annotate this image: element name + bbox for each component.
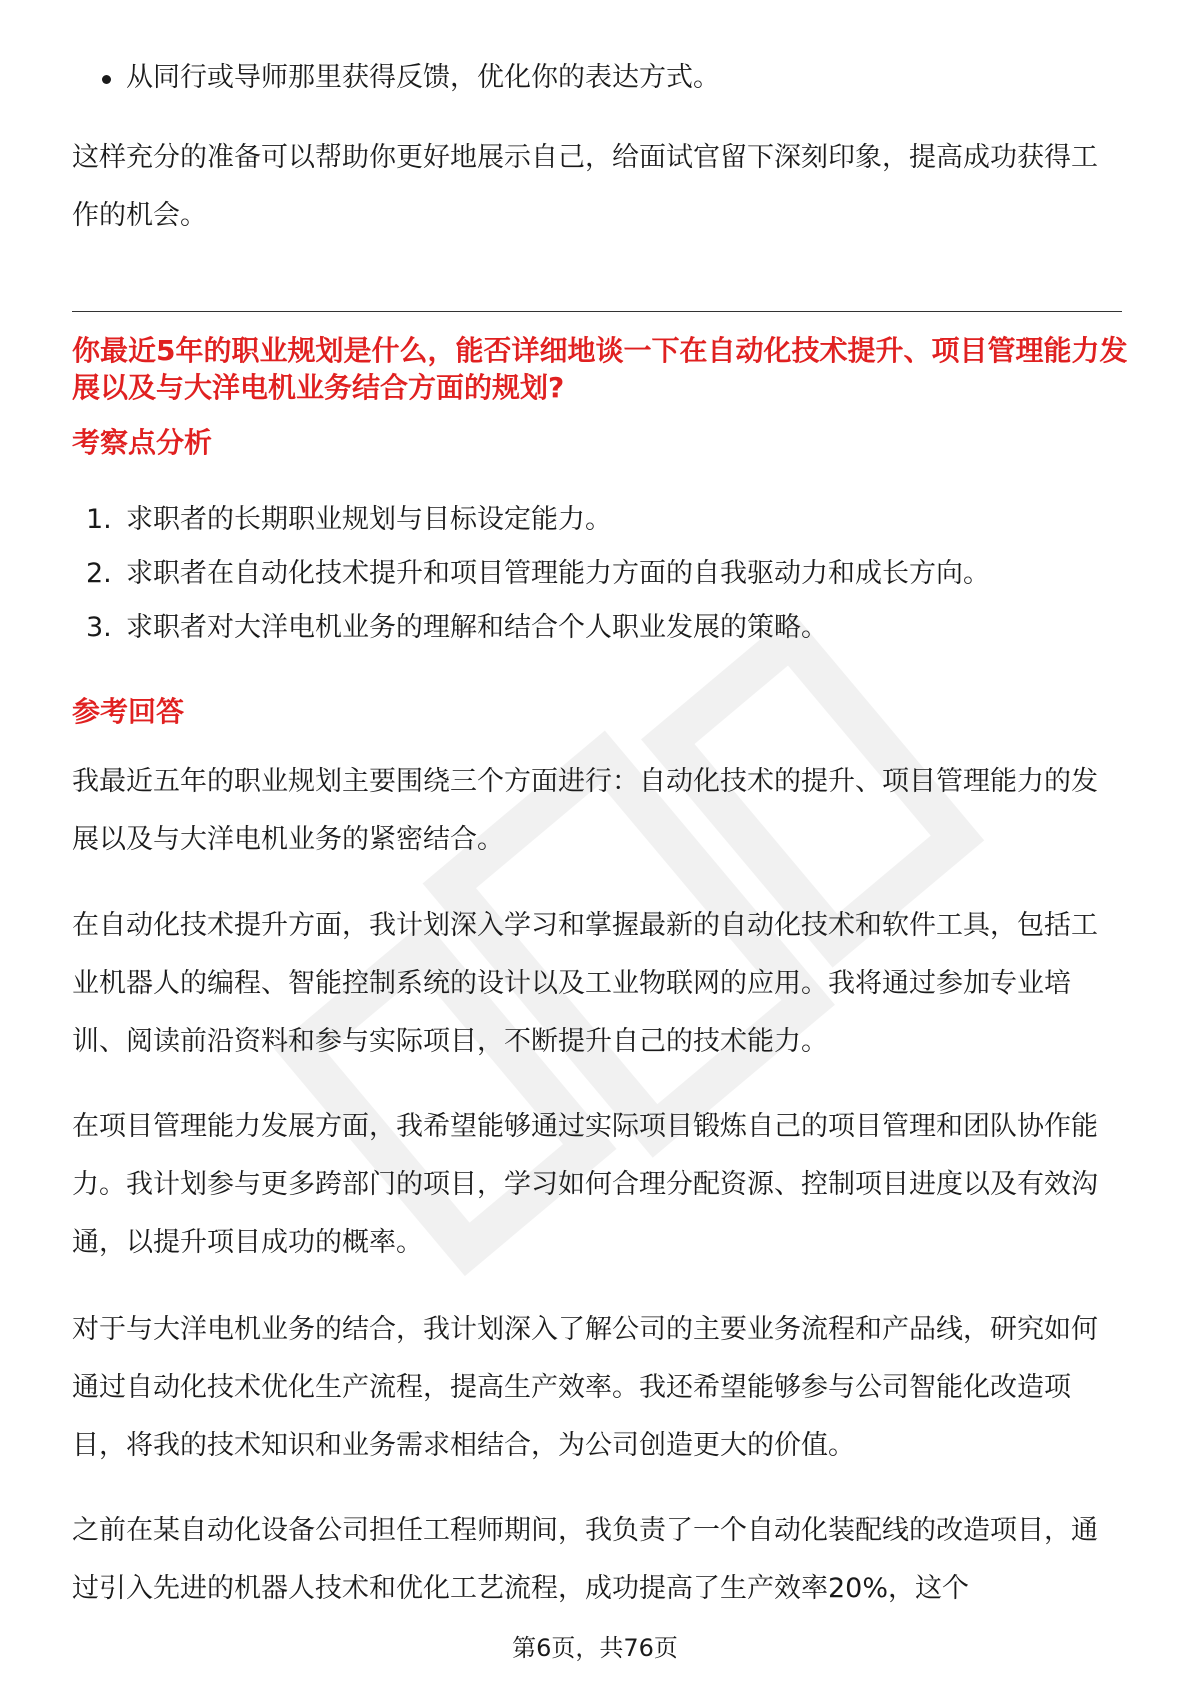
list-number: 1. [86,504,112,535]
answer-paragraph: 之前在某自动化设备公司担任工程师期间，我负责了一个自动化装配线的改造项目，通过引入先进的机器人技术和优化工艺流程，成功提高了生产效率20%，这个 [72,1515,1098,1604]
closing-paragraph: 这样充分的准备可以帮助你更好地展示自己，给面试官留下深刻印象，提高成功获得工作的机会。 [72,142,1098,231]
list-text: 求职者的长期职业规划与目标设定能力。 [126,504,612,535]
section-divider [72,311,1122,312]
analysis-heading: 考察点分析 [72,426,213,459]
answer-paragraph: 在自动化技术提升方面，我计划深入学习和掌握最新的自动化技术和软件工具，包括工业机器人的编程、智能控制系统的设计以及工业物联网的应用。我将通过参加专业培训、阅读前沿资料和参与实际项目，不断提升自己的技术能力。 [72,910,1098,1057]
list-number: 3. [86,612,112,643]
list-text: 求职者对大洋电机业务的理解和结合个人职业发展的策略。 [126,612,828,643]
answer-paragraph: 我最近五年的职业规划主要围绕三个方面进行：自动化技术的提升、项目管理能力的发展以及与大洋电机业务的紧密结合。 [72,766,1098,855]
page-footer: 第6页，共76页 [512,1634,678,1662]
answer-paragraph: 在项目管理能力发展方面，我希望能够通过实际项目锻炼自己的项目管理和团队协作能力。我计划参与更多跨部门的项目，学习如何合理分配资源、控制项目进度以及有效沟通，以提升项目成功的概率。 [72,1111,1098,1258]
list-text: 求职者在自动化技术提升和项目管理能力方面的自我驱动力和成长方向。 [126,558,990,589]
interview-question: 你最近5年的职业规划是什么，能否详细地谈一下在自动化技术提升、项目管理能力发展以及与大洋电机业务结合方面的规划? [72,334,1128,404]
answer-heading: 参考回答 [72,695,185,728]
bullet-dot [102,75,111,84]
answer-paragraph: 对于与大洋电机业务的结合，我计划深入了解公司的主要业务流程和产品线，研究如何通过自动化技术优化生产流程，提高生产效率。我还希望能够参与公司智能化改造项目，将我的技术知识和业务需求相结合，为公司创造更大的价值。 [72,1314,1098,1461]
list-number: 2. [86,558,112,589]
bullet-text: 从同行或导师那里获得反馈，优化你的表达方式。 [126,62,720,93]
